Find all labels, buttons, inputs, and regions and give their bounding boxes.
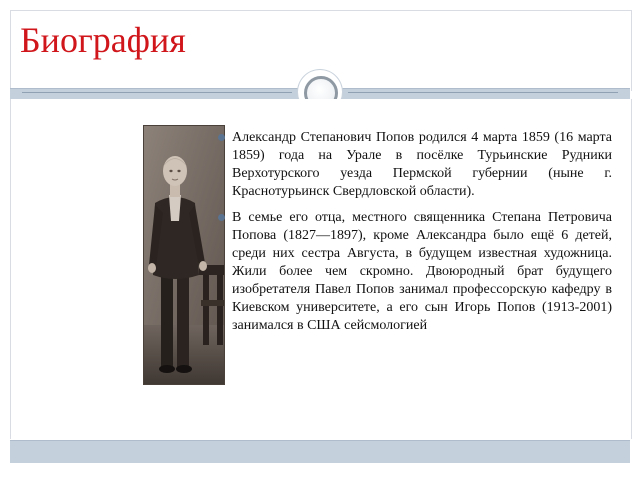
portrait-photo xyxy=(143,125,225,385)
bullet-dot-icon xyxy=(218,134,225,141)
bullet-item-1 xyxy=(232,129,612,201)
bullet-text-1: Александр Степанович Попов родился 4 марта 1859 (16 марта 1859) года на Урале в посёлке Турьинские Рудники Верхотурского уезда Пермской губернии (ныне г. Краснотурьинск Свердловской области). xyxy=(232,130,612,199)
portrait-photo-image xyxy=(143,125,225,385)
bullet-dot-icon xyxy=(218,214,225,221)
bullet-list xyxy=(232,129,612,343)
bullet-item-2 xyxy=(232,209,612,335)
slide-title: Биография xyxy=(20,20,186,60)
bullet-text-2: В семье его отца, местного священника Степана Петровича Попова (1827—1897), кроме Александра было ещё 6 детей, среди них сестра Августа, в будущем известная художница. Жили более чем скромно. Двоюродный брат будущего изобретателя Павел Попов занимал профессорскую кафедру в Киевском университете, а его сын Игорь Попов (1913-2001) занимался в США сейсмологией xyxy=(232,210,612,333)
bottom-band xyxy=(10,440,630,463)
